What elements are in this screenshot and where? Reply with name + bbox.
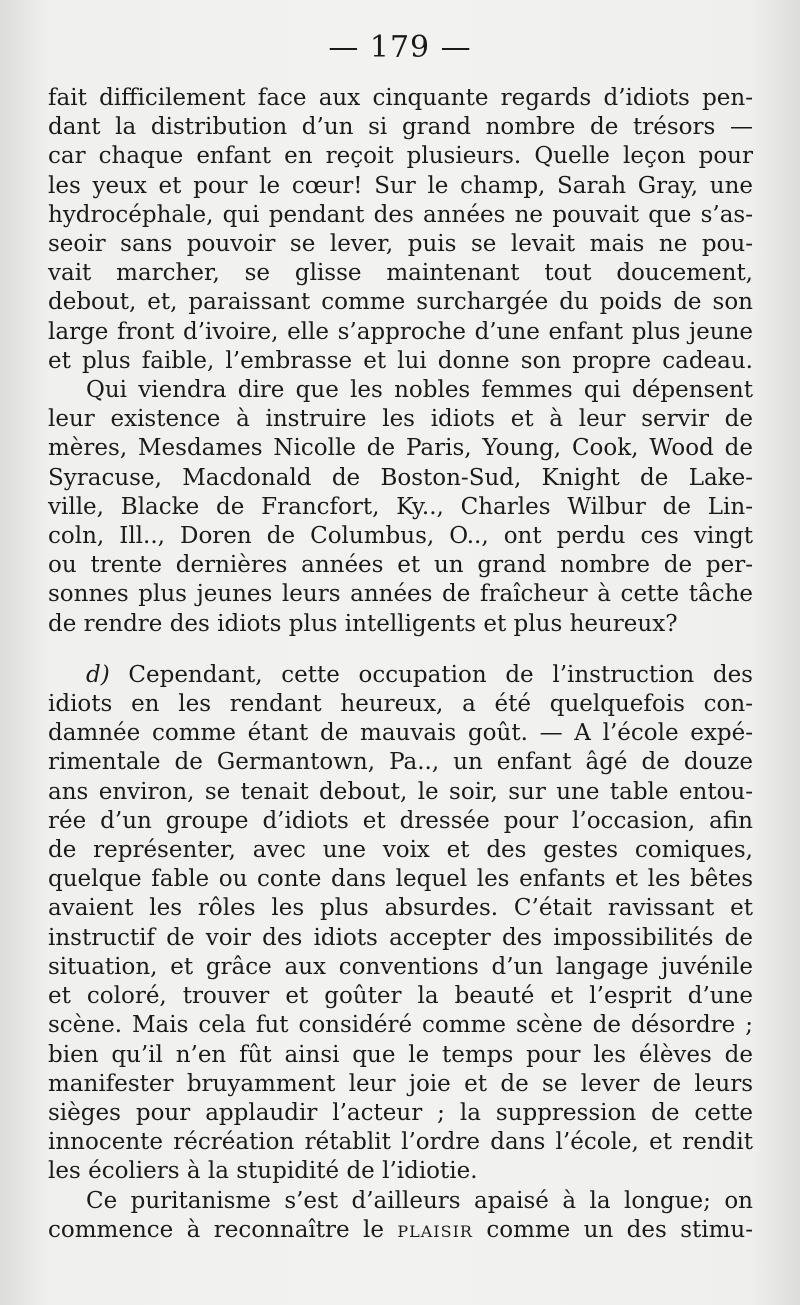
body-text [48,84,753,1245]
section-marker: d) [86,661,110,688]
text-line-content: Cependant, cette occupation de l’instruction des [109,661,753,688]
text-line: avaient les rôles les plus absurdes. C’était ravissant et [48,895,753,922]
text-line: situation, et grâce aux conventions d’un langage juvénile [48,953,753,980]
text-line: ou trente dernières années et un grand nombre de per- [48,552,753,579]
text-line: coln, Ill.., Doren de Columbus, O.., ont perdu ces vingt [48,523,753,550]
paragraph-2 [48,376,753,639]
text-line: large front d’ivoire, elle s’approche d’une enfant plus jeune [48,318,753,345]
text-line: mères, Mesdames Nicolle de Paris, Young, Cook, Wood de [48,435,753,462]
text-line: de représenter, avec une voix et des gestes comiques, [48,837,753,864]
text-line: et coloré, trouver et goûter la beauté et l’esprit d’une [48,983,753,1010]
text-line: leur existence à instruire les idiots et à leur servir de [48,406,753,433]
text-line: quelque fable ou conte dans lequel les enfants et les bêtes [48,866,753,893]
page-number: — 179 — [328,30,472,65]
text-line: les écoliers à la stupidité de l’idiotie. [48,1158,478,1185]
text-line-before: commence à reconnaître le [48,1216,398,1243]
text-line: bien qu’il n’en fût ainsi que le temps pour les élèves de [48,1041,753,1068]
text-line: seoir sans pouvoir se lever, puis se levait mais ne pou- [48,231,753,258]
paragraph-4 [48,1187,753,1245]
text-line: hydrocéphale, qui pendant des années ne pouvait que s’as- [48,201,753,228]
text-line: fait difficilement face aux cinquante regards d’idiots pen- [48,85,753,111]
text-line: rimentale de Germantown, Pa.., un enfant âgé de douze [48,749,753,776]
text-line: scène. Mais cela fut considéré comme scène de désordre ; [48,1012,753,1039]
text-line: sonnes plus jeunes leurs années de fraîcheur à cette tâche [48,581,753,608]
text-line: instructif de voir des idiots accepter des impossibilités de [48,924,753,951]
paragraph-3 [48,661,753,1187]
paragraph-gap [48,639,753,661]
text-line: sièges pour applaudir l’acteur ; la suppression de cette [48,1099,753,1126]
text-line: idiots en les rendant heureux, a été quelquefois con- [48,691,753,718]
text-line: debout, et, paraissant comme surchargée du poids de son [48,289,753,316]
text-line: Qui viendra dire que les nobles femmes qui dépensent [86,377,753,404]
text-line: car chaque enfant en reçoit plusieurs. Quelle leçon pour [48,143,753,170]
paragraph-1 [48,84,753,376]
text-line: manifester bruyamment leur joie et de se lever de leurs [48,1070,753,1097]
text-line: innocente récréation rétablit l’ordre dans l’école, et rendit [48,1129,753,1156]
text-line: ans environ, se tenait debout, le soir, sur une table entou- [48,778,753,805]
text-line: Syracuse, Macdonald de Boston-Sud, Knight de Lake- [48,464,753,491]
text-line: les yeux et pour le cœur! Sur le champ, Sarah Gray, une [48,172,753,199]
text-line: dant la distribution d’un si grand nombre de trésors — [48,114,753,141]
text-line [48,1216,753,1245]
text-line: et plus faible, l’embrasse et lui donne son propre cadeau. [48,347,753,374]
text-line [48,661,753,690]
text-line: damnée comme étant de mauvais goût. — A l’école expé- [48,720,753,747]
text-line: ville, Blacke de Francfort, Ky.., Charles Wilbur de Lin- [48,493,753,520]
text-line: de rendre des idiots plus intelligents et plus heureux? [48,610,678,637]
smallcaps-word: plaisir [397,1216,473,1243]
text-line: rée d’un groupe d’idiots et dressée pour l’occasion, afin [48,807,753,834]
text-line-after: comme un des stimu- [472,1216,753,1243]
text-line: vait marcher, se glisse maintenant tout doucement, [48,260,753,287]
text-line: Ce puritanisme s’est d’ailleurs apaisé à la longue; on [86,1187,753,1214]
